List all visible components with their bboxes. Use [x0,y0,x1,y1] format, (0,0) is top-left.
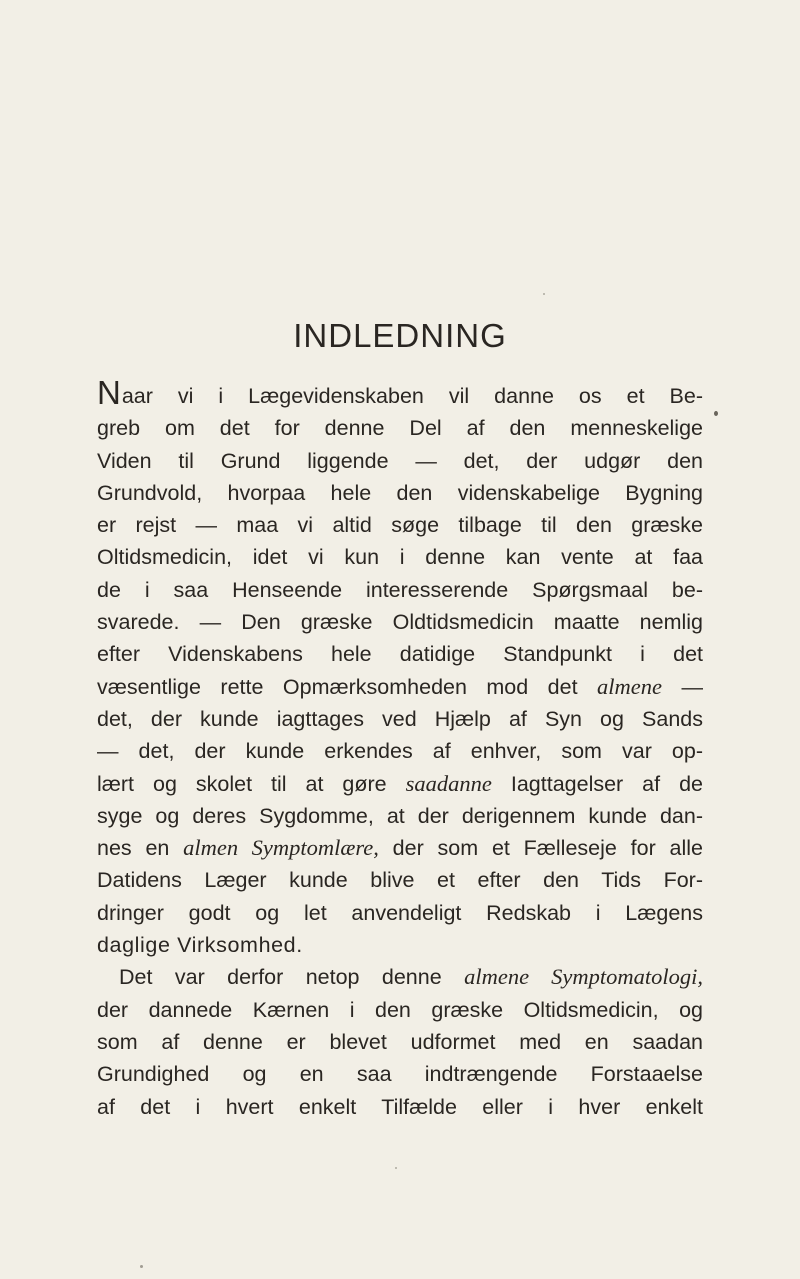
text-line: er rejst — maa vi altid søge tilbage til den græske [97,513,703,538]
text-span: aar vi i Lægevidenskaben vil danne os et Be- [121,384,703,408]
chapter-title: INDLEDNING [293,317,507,354]
text-line: greb om det for denne Del af den menneskelige [97,416,703,441]
text-line: Viden til Grund liggende — det, der udgør den [97,448,703,473]
text-line [97,832,703,864]
italic-span: almene Symptomatologi, [464,964,703,990]
text-span: Det var derfor netop denne [119,965,442,990]
paper-speck [395,1167,397,1169]
italic-span: almene [597,673,663,699]
text-line: som af denne er blevet udformet med en saadan [97,1029,703,1054]
text-line: Grundvold, hvorpaa hele den videnskabelige Bygning [97,480,703,505]
paper-speck [714,411,718,416]
text-line: svarede. — Den græske Oldtidsmedicin maatte nemlig [97,610,703,635]
text-line: syge og deres Sygdomme, at der derigennem kunde dan- [97,803,703,828]
paragraph-2 [97,961,703,1122]
body-text [97,374,703,1123]
text-span: lært og skolet til at gøre [97,771,387,796]
paper-speck [140,1265,143,1268]
text-line: de i saa Henseende interesserende Spørgsmaal be- [97,577,703,602]
text-line [97,671,703,703]
paragraph-1 [97,374,703,961]
italic-span: almen Symptomlære, [183,835,379,861]
text-span: nes en [97,836,170,861]
text-line [97,961,703,993]
text-line: Datidens Læger kunde blive et efter den Tids For- [97,868,703,893]
text-line: af det i hvert enkelt Tilfælde eller i hver enkelt [97,1094,703,1119]
text-line: daglige Virksomhed. [97,933,303,958]
paper-speck [543,293,545,295]
text-line [97,768,703,800]
text-line: Grundighed og en saa indtrængende Forstaaelse [97,1062,703,1087]
text-line: — det, der kunde erkendes af enhver, som var op- [97,739,703,764]
text-line: dringer godt og let anvendeligt Redskab i Lægens [97,900,703,925]
text-span: — [681,674,703,699]
italic-span: saadanne [405,770,492,796]
drop-cap: N [97,374,121,411]
text-line: der dannede Kærnen i den græske Oltidsmedicin, og [97,997,703,1022]
text-line [97,374,703,412]
text-span: væsentlige rette Opmærksomheden mod det [97,674,578,699]
text-span: der som et Fælleseje for alle [392,836,703,861]
text-line: det, der kunde iagttages ved Hjælp af Syn og Sands [97,706,703,731]
text-span: Iagttagelser af de [510,771,703,796]
text-line: efter Videnskabens hele datidige Standpunkt i det [97,642,703,667]
text-line: Oltidsmedicin, idet vi kun i denne kan vente at faa [97,545,703,570]
